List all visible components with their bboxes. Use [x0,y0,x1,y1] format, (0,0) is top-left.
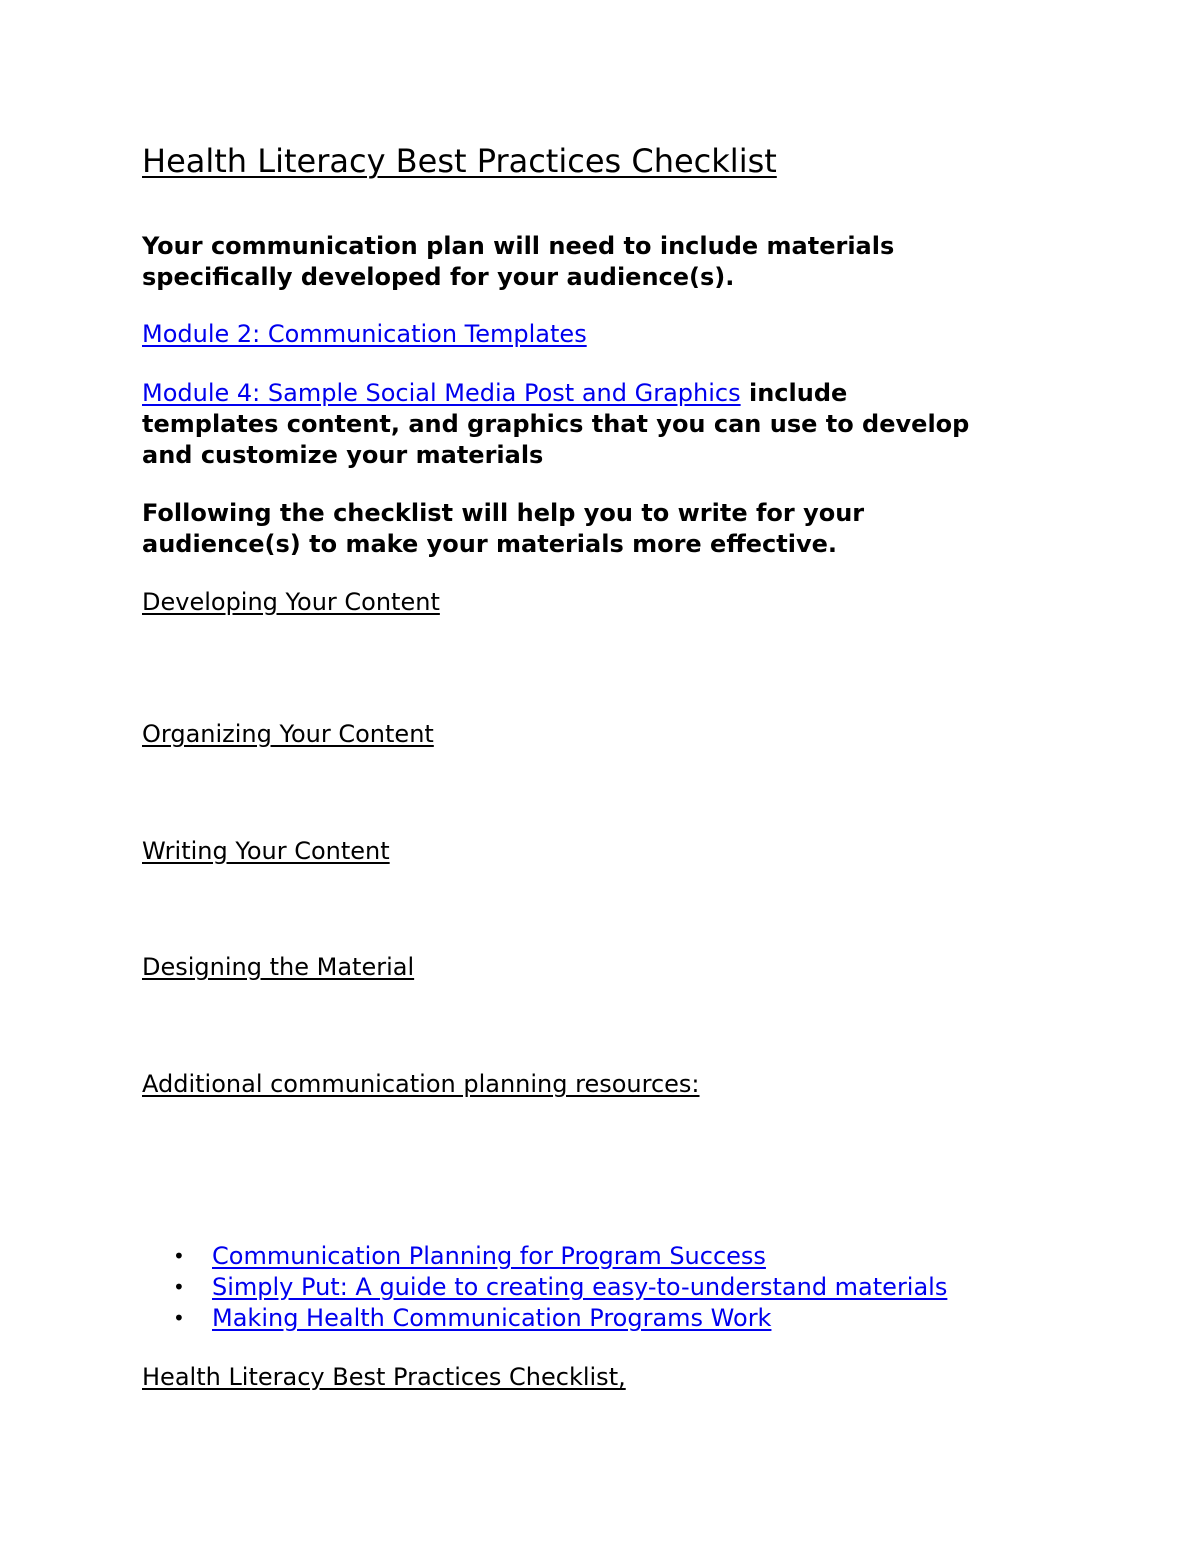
resource-link-communication-planning[interactable]: Communication Planning for Program Success [212,1242,766,1270]
intro-paragraph [142,231,894,293]
bullet-icon: • [173,1306,185,1330]
resource-link-making-health-communication[interactable]: Making Health Communication Programs Work [212,1304,772,1332]
bullet-icon: • [173,1244,185,1268]
following-line-1: Following the checklist will help you to write for your [142,499,865,527]
resources-list [142,1241,947,1334]
list-item [142,1272,947,1303]
footer-checklist-link[interactable]: Health Literacy Best Practices Checklist, [142,1363,626,1391]
section-designing: Designing the Material [142,953,415,981]
list-item [142,1303,947,1334]
section-writing: Writing Your Content [142,837,390,865]
module4-paragraph [142,378,969,471]
bullet-icon: • [173,1275,185,1299]
module4-text-line-3: and customize your materials [142,441,544,469]
following-paragraph [142,498,864,560]
module4-link[interactable]: Module 4: Sample Social Media Post and Graphics [142,379,741,407]
page-title: Health Literacy Best Practices Checklist [142,142,777,180]
following-line-2: audience(s) to make your materials more effective. [142,530,838,558]
resource-link-simply-put[interactable]: Simply Put: A guide to creating easy-to-understand materials [212,1273,948,1301]
module2-paragraph [142,320,587,348]
section-organizing: Organizing Your Content [142,720,434,748]
module4-text-line-2: templates content, and graphics that you can use to develop [142,410,970,438]
section-developing: Developing Your Content [142,588,440,616]
module2-link[interactable]: Module 2: Communication Templates [142,320,587,348]
list-item [142,1241,947,1272]
intro-line-2: specifically developed for your audience(s). [142,263,735,291]
intro-line-1: Your communication plan will need to include materials [142,232,895,260]
section-additional-resources: Additional communication planning resources: [142,1070,700,1098]
module4-text-line-1: include [740,379,848,407]
